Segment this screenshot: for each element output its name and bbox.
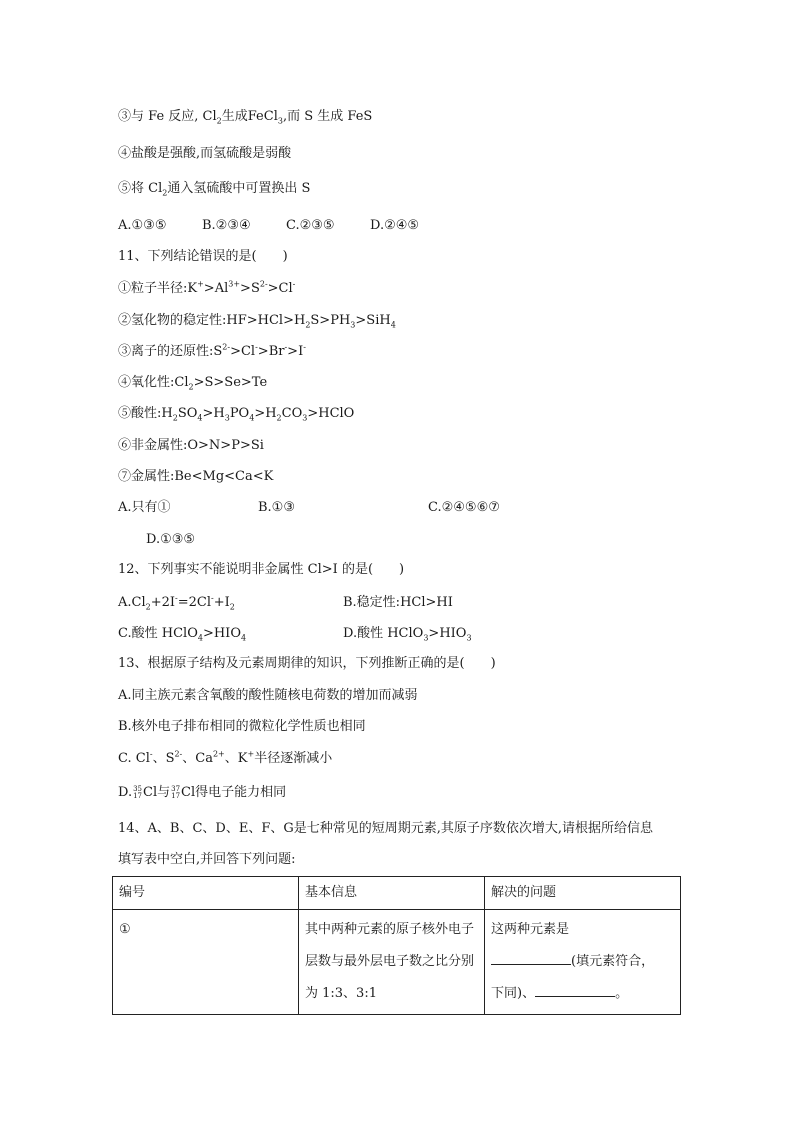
q10-item-5: ⑤将 $Cl_2$通入氢硫酸中可置换出 S (118, 181, 311, 198)
q10-option-b: B.②③④ (202, 218, 251, 233)
q10-item-3: ③与 Fe 反应, $Cl_2$生成FeCl$_3$,而 S 生成 FeS (118, 109, 373, 126)
element-info-table (112, 876, 681, 1015)
q12-option-d: D.酸性 $HClO_3>HIO_3$ (343, 626, 472, 643)
row-id: ① (113, 910, 299, 1015)
q11-option-d: D.①③⑤ (146, 532, 196, 547)
nuclide-cl37-label: 37 17 (171, 784, 181, 800)
q10-option-c: C.②③⑤ (286, 218, 335, 233)
q11-statement-3: ③离子的还原性$:S^{2-}>Cl^->Br^->I^-$ (118, 342, 306, 359)
q13-option-b: B.核外电子排布相同的微粒化学性质也相同 (118, 719, 366, 734)
table-header-row (113, 877, 681, 910)
q11-statement-2: ②氢化物的稳定性$:HF>HCl>H_2S>PH_3>SiH_4$ (118, 313, 396, 330)
header-id: 编号 (113, 877, 299, 910)
q12-option-a: $A.Cl_2+2I^-=2Cl^-+I_2$ (118, 593, 235, 612)
q11-stem: 11、下列结论错误的是( ) (118, 249, 288, 264)
row-info: 其中两种元素的原子核外电子层数与最外层电子数之比分别为 1:3、3:1 (299, 910, 485, 1015)
q11-option-c: C.②④⑤⑥⑦ (428, 500, 500, 515)
q12-option-b: B.稳定性:HCl>HI (343, 595, 453, 610)
q11-statement-7: ⑦金属性:Be<Mg<Ca<K (118, 469, 274, 484)
nuclide-cl35-label: 35 17 (133, 784, 143, 800)
q11-statement-5: ⑤酸性$:H_2SO_4>H_3PO_4>H_2CO_3>HClO$ (118, 406, 355, 423)
q10-option-d: D.②④⑤ (370, 218, 420, 233)
q10-item-4: ④盐酸是强酸,而氢硫酸是弱酸 (118, 146, 292, 161)
answer-blank-1[interactable] (491, 950, 571, 965)
q11-statement-6: ⑥非金属性:O>N>P>Si (118, 438, 264, 453)
q12-option-c: C.酸性 $HClO_4>HIO_4$ (118, 626, 247, 643)
q11-option-b: B.①③ (258, 500, 295, 515)
q14-stem-line-1: 14、A、B、C、D、E、F、G是七种常见的短周期元素,其原子序数依次增大,请根据所给信息 (118, 821, 654, 836)
q11-statement-4: ④氧化性$:Cl_2>S>Se>Te$ (118, 375, 268, 392)
table-row (113, 910, 681, 1015)
q10-option-a: A.①③⑤ (118, 218, 167, 233)
q13-option-a: A.同主族元素含氧酸的酸性随核电荷数的增加而减弱 (118, 688, 418, 703)
q14-stem-line-2: 填写表中空白,并回答下列问题: (118, 852, 296, 867)
q13-option-c: C. Cl-、$S^{2-}$、$Ca^{2+}$、K+半径逐渐减小 (118, 749, 333, 766)
q11-statement-1: ①粒子半径$:K^+>Al^{3+}>S^{2-}>Cl^-$ (118, 279, 296, 296)
q13-option-d: D.35 17Cl与37 17Cl得电子能力相同 (118, 784, 287, 800)
header-question: 解决的问题 (485, 877, 681, 910)
header-info: 基本信息 (299, 877, 485, 910)
q11-option-a: A.只有① (118, 500, 171, 515)
q12-stem: 12、下列事实不能说明非金属性 Cl>I 的是( ) (118, 562, 405, 577)
answer-blank-2[interactable] (535, 982, 615, 997)
row-question: 这两种元素是 (填元素符合， 下同)、 。 (485, 910, 681, 1015)
q13-stem: 13、根据原子结构及元素周期律的知识，下列推断正确的是( ) (118, 656, 496, 671)
